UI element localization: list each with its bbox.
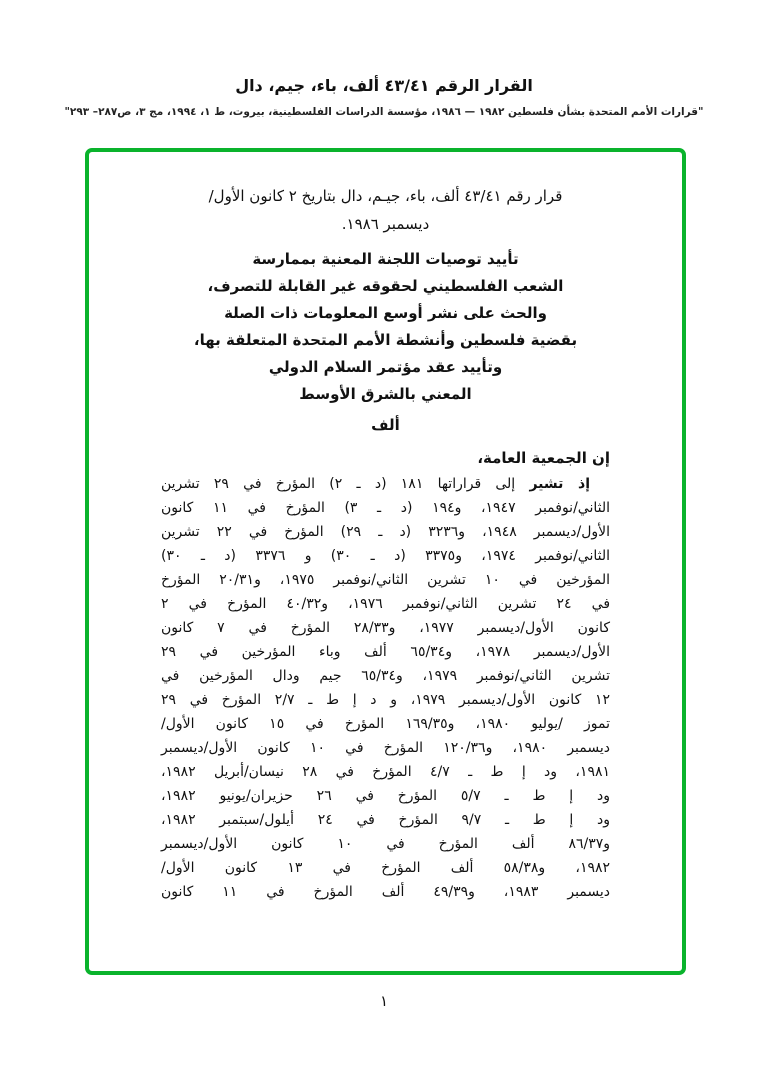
preamble-line: ١٩٨١، ود إ ط ـ ٤/٧ المؤرخ في ٢٨ نيسان/أبريل ١٩٨٢،: [161, 764, 610, 780]
resolution-title-line: والحث على نشر أوسع المعلومات ذات الصلة: [224, 304, 547, 322]
section-letter: ألف: [371, 416, 400, 434]
page-number: ١: [379, 992, 389, 1010]
preamble-line: ١٩٨٢، و٥٨/٣٨ ألف المؤرخ في ١٣ كانون الأول/: [161, 860, 611, 876]
preamble-paragraph: [161, 472, 610, 904]
resolution-frame: [85, 148, 686, 975]
preamble-line: الأول/ديسمبر ١٩٤٨، و٣٢٣٦ (د ـ ٢٩) المؤرخ في ٢٢ تشرين: [161, 524, 610, 540]
preamble-line: تموز /يوليو ١٩٨٠، و١٦٩/٣٥ المؤرخ في ١٥ كانون الأول/: [161, 716, 611, 732]
source-citation: "قرارات الأمم المتحدة بشأن فلسطين ١٩٨٢ — ١٩٨٦، مؤسسة الدراسات الفلسطينية، بيروت، ط ١، ١٩٩٤، مج ٣، ص٢٨٧– ٢٩٣": [64, 106, 704, 118]
preamble-line: ١٢ كانون الأول/ديسمبر ١٩٧٩، و د إ ط ـ ٢/٧ المؤرخ في ٢٩: [161, 692, 610, 708]
page-title: القرار الرقم ٤٣/٤١ ألف، باء، جيم، دال: [235, 76, 533, 95]
resolution-title-line: المعني بالشرق الأوسط: [299, 385, 472, 403]
resolution-heading-line: قرار رقم ٤٣/٤١ ألف، باء، جيـم، دال بتاريخ ٢ كانون الأول/: [208, 187, 563, 205]
preamble-lead: إذ تشير: [529, 476, 591, 492]
preamble-line-rest: إلى قراراتها ١٨١ (د ـ ٢) المؤرخ في ٢٩ تشرين: [161, 476, 530, 492]
preamble-line: [161, 472, 610, 496]
resolution-title-line: تأييد توصيات اللجنة المعنية بممارسة: [252, 250, 519, 268]
preamble-line: في ٢٤ تشرين الثاني/نوفمبر ١٩٧٦، و٤٠/٣٢ المؤرخ في ٢: [161, 596, 611, 612]
preamble-line: ديسمبر ١٩٨٣، و٤٩/٣٩ ألف المؤرخ في ١١ كانون: [161, 884, 611, 900]
resolution-heading: [161, 182, 610, 238]
resolution-heading-line: ديسمبر ١٩٨٦.: [341, 215, 430, 233]
preamble-line: كانون الأول/ديسمبر ١٩٧٧، و٢٨/٣٣ المؤرخ في ٧ كانون: [161, 620, 610, 636]
preamble-line: ديسمبر ١٩٨٠، و١٢٠/٣٦ المؤرخ في ١٠ كانون الأول/ديسمبر: [161, 740, 610, 756]
preamble-line: ود إ ط ـ ٩/٧ المؤرخ في ٢٤ أيلول/سبتمبر ١٩٨٢،: [161, 812, 610, 828]
resolution-content: [89, 152, 682, 904]
preamble-line: و٨٦/٣٧ ألف المؤرخ في ١٠ كانون الأول/ديسمبر: [161, 836, 610, 852]
preamble-line: المؤرخين في ١٠ تشرين الثاني/نوفمبر ١٩٧٥، و٢٠/٣١ المؤرخ: [161, 572, 610, 588]
resolution-title-line: بقضية فلسطين وأنشطة الأمم المتحدة المتعلقة بها،: [193, 331, 578, 349]
preamble-line: ود إ ط ـ ٥/٧ المؤرخ في ٢٦ حزيران/يونيو ١٩٨٢،: [161, 788, 610, 804]
preamble-line: الثاني/نوفمبر ١٩٤٧، و١٩٤ (د ـ ٣) المؤرخ في ١١ كانون: [161, 500, 611, 516]
salutation: إن الجمعية العامة،: [477, 449, 610, 467]
preamble-line: الثاني/نوفمبر ١٩٧٤، و٣٣٧٥ (د ـ ٣٠) و ٣٣٧٦ (د ـ ٣٠): [161, 548, 611, 564]
resolution-title: [161, 246, 610, 408]
preamble-line: تشرين الثاني/نوفمبر ١٩٧٩، و٦٥/٣٤ جيم ودال المؤرخين في: [161, 668, 611, 684]
resolution-title-line: الشعب الفلسطيني لحقوقه غير القابلة للتصرف،: [207, 277, 564, 295]
preamble-line: الأول/ديسمبر ١٩٧٨، و٦٥/٣٤ ألف وباء المؤرخين في ٢٩: [161, 644, 611, 660]
resolution-title-line: وتأييد عقد مؤتمر السلام الدولي: [268, 358, 503, 376]
